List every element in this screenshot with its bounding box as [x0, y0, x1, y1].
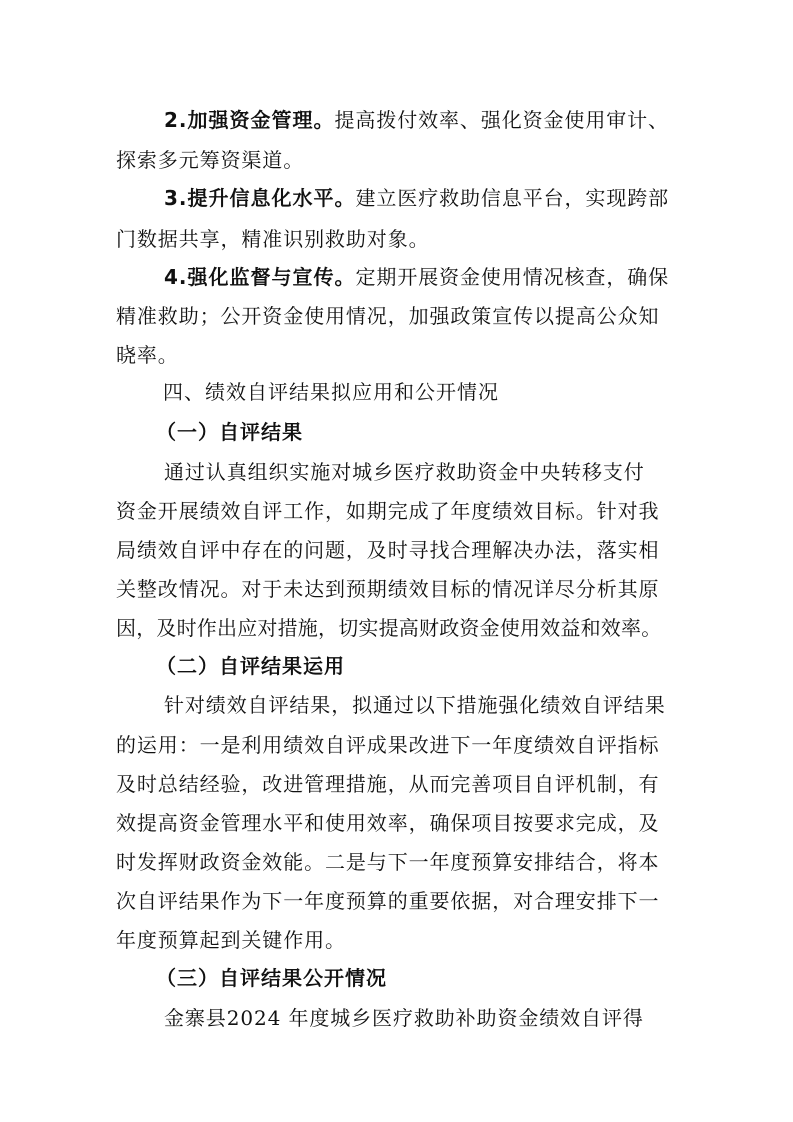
- sub2-line-1: 针对绩效自评结果，拟通过以下措施强化绩效自评结果: [164, 693, 666, 717]
- sub2-line-4: 效提高资金管理水平和使用效率，确保项目按要求完成，及: [116, 811, 660, 835]
- item-3-heading: 3.提升信息化水平。: [164, 186, 356, 210]
- item-4-heading: 4.强化监督与宣传。: [164, 265, 356, 289]
- item-2-line-2: 探索多元筹资渠道。: [116, 148, 305, 172]
- item-2-heading: 2.加强资金管理。: [164, 108, 335, 132]
- sub3-line-1: 金寨县2024 年度城乡医疗救助补助资金绩效自评得: [164, 1006, 644, 1030]
- section-4-title: 四、绩效自评结果拟应用和公开情况: [163, 380, 499, 404]
- subsection-1-title: （一）自评结果: [156, 420, 303, 444]
- item-3-line-1: [164, 186, 669, 210]
- sub1-line-1: 通过认真组织实施对城乡医疗救助资金中央转移支付: [164, 460, 645, 484]
- item-4-text: 定期开展资金使用情况核查，确保: [355, 265, 670, 289]
- item-4-line-3: 晓率。: [116, 343, 179, 367]
- sub1-line-2: 资金开展绩效自评工作，如期完成了年度绩效目标。针对我: [116, 499, 660, 523]
- sub1-line-3: 局绩效自评中存在的问题，及时寻找合理解决办法，落实相: [116, 538, 660, 562]
- item-4-line-2: 精准救助；公开资金使用情况，加强政策宣传以提高公众知: [116, 304, 660, 328]
- sub2-line-7: 年度预算起到关键作用。: [116, 928, 346, 952]
- sub2-line-5: 时发挥财政资金效能。二是与下一年度预算安排结合，将本: [116, 850, 660, 874]
- sub2-line-6: 次自评结果作为下一年度预算的重要依据，对合理安排下一: [116, 889, 660, 913]
- item-2-text: 提高拨付效率、强化资金使用审计、: [334, 108, 669, 132]
- item-3-text: 建立医疗救助信息平台，实现跨部: [355, 186, 670, 210]
- subsection-3-title: （三）自评结果公开情况: [156, 966, 387, 990]
- sub1-line-5: 因，及时作出应对措施，切实提高财政资金使用效益和效率。: [116, 616, 662, 640]
- item-3-line-2: 门数据共享，精准识别救助对象。: [116, 227, 430, 251]
- item-4-line-1: [164, 265, 669, 289]
- sub2-line-2: 的运用：一是利用绩效自评成果改进下一年度绩效自评指标: [116, 733, 660, 757]
- sub1-line-4: 关整改情况。对于未达到预期绩效目标的情况详尽分析其原: [116, 577, 660, 601]
- item-2-line-1: [164, 108, 669, 132]
- subsection-2-title: （二）自评结果运用: [156, 654, 345, 678]
- sub2-line-3: 及时总结经验，改进管理措施，从而完善项目自评机制，有: [116, 772, 660, 796]
